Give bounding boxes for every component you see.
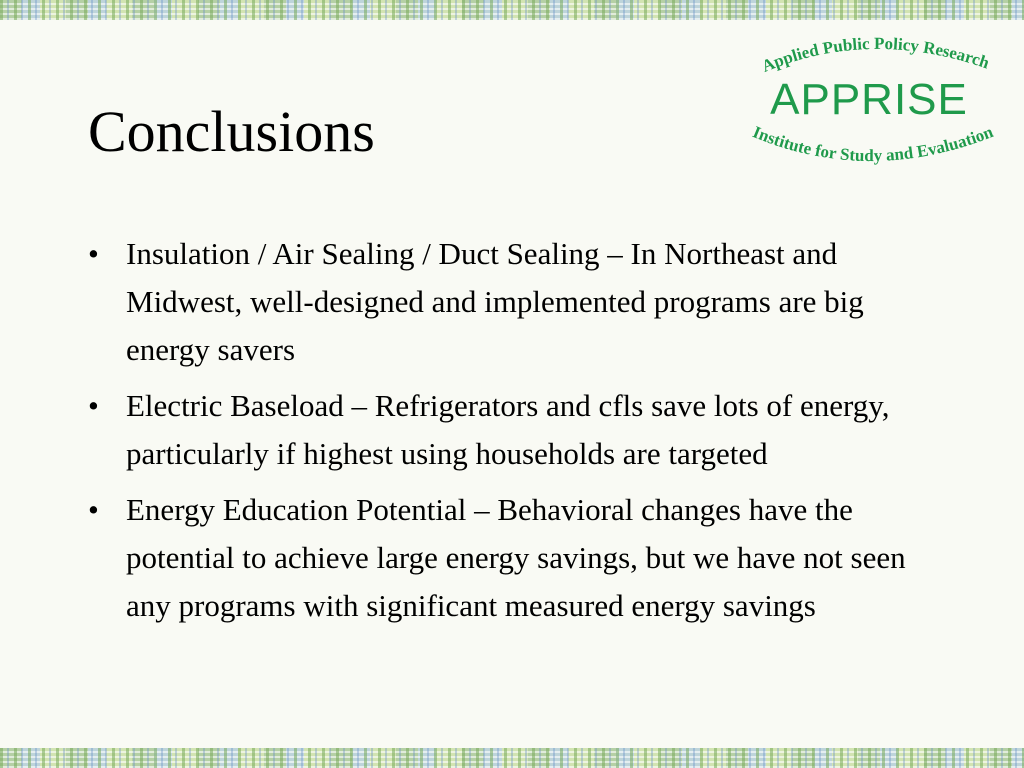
logo-bottom-arc-text: Institute for Study and Evaluation [750, 122, 996, 166]
bullet-icon: • [88, 388, 99, 423]
logo-main-text: APPRISE [770, 75, 968, 124]
bullet-icon: • [88, 236, 99, 271]
conclusions-list [88, 230, 938, 638]
svg-text:Institute for Study and Evalua [750, 122, 996, 165]
bullet-icon: • [88, 492, 99, 527]
bullet-text: Electric Baseload – Refrigerators and cfls save lots of energy, particularly if highest using households are targeted [126, 388, 890, 471]
bullet-text: Energy Education Potential – Behavioral changes have the potential to achieve large energy savings, but we have not seen any programs with significant measured energy savings [126, 492, 906, 623]
list-item [88, 486, 938, 630]
slide-title: Conclusions [88, 99, 375, 164]
logo-top-arc-text: Applied Public Policy Research [759, 33, 992, 76]
svg-text:Applied Public Policy Research [759, 34, 992, 76]
apprise-logo [728, 28, 1010, 178]
list-item [88, 382, 938, 478]
top-decorative-border [0, 0, 1024, 20]
bullet-text: Insulation / Air Sealing / Duct Sealing – In Northeast and Midwest, well-designed and implemented programs are big energy savers [126, 236, 864, 367]
list-item [88, 230, 938, 374]
bottom-decorative-border [0, 748, 1024, 768]
